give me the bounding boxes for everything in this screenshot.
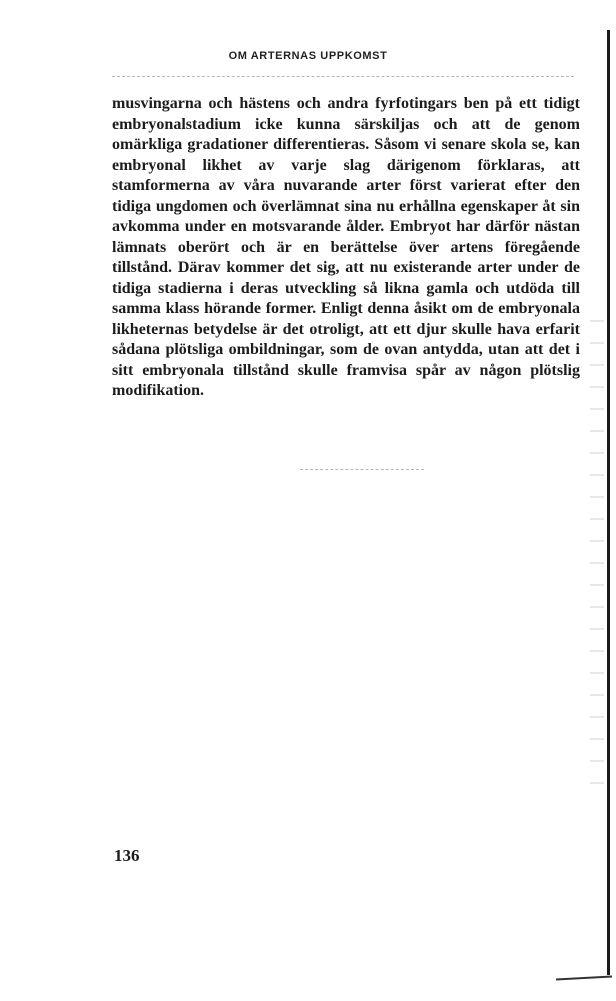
page-number: 136	[114, 846, 140, 865]
bottom-edge-mark	[556, 976, 612, 981]
body-text	[112, 94, 580, 402]
gutter-scan-marks	[590, 320, 604, 800]
header-rule	[112, 76, 574, 77]
paragraph: musvingarna och hästens och andra fyrfotingars ben på ett tidigt embryonalstadium icke kunna särskiljas och att de genom omärkliga gradationer differentieras. Såsom vi senare skola se, kan embryonal likhet av varje slag därigenom förklaras, att stamformerna av våra nuvarande arter först varierat efter den tidiga ungdomen och överlämnat sina nu erhållna egenskaper åt sin avkomma under en motsvarande ålder. Embryot har därför nästan lämnats oberört och är en berättelse över artens föregående tillstånd. Därav kommer det sig, att nu existerande arter under de tidiga stadierna i deras utveckling så likna gamla och utdöda till samma klass hörande former. Enligt denna åsikt om de embryonala likheternas betydelse är det otroligt, att ett djur skulle hava erfarit sådana plötsliga ombildningar, som de ovan antydda, utan att det i sitt embryonala tillstånd skulle framvisa spår av någon plötslig modifikation.	[112, 95, 580, 399]
section-rule	[300, 469, 424, 470]
running-head: OM ARTERNAS UPPKOMST	[228, 50, 388, 62]
page-edge-line	[607, 30, 610, 975]
